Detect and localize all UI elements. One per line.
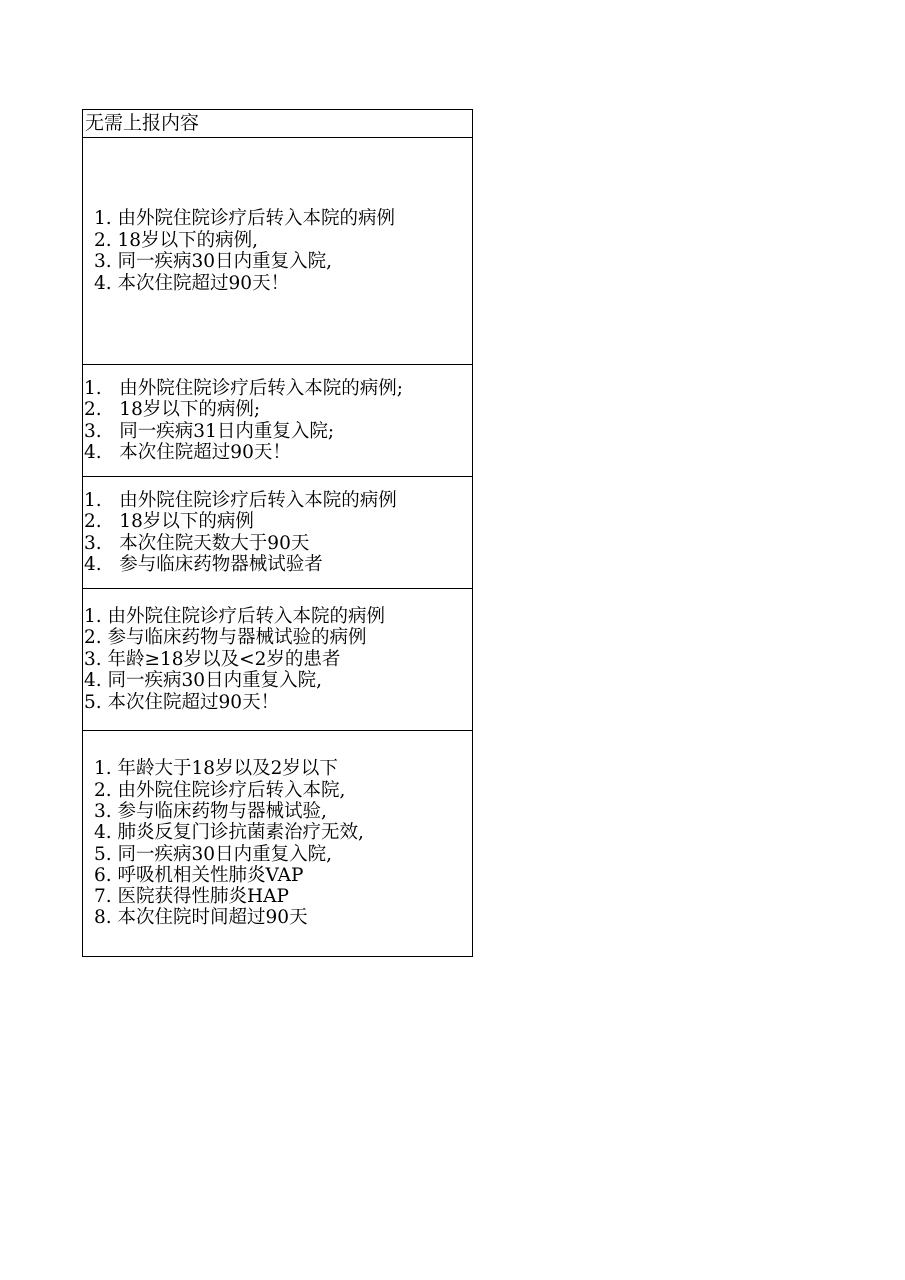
criteria-line: 3. 同一疾病31日内重复入院; (84, 420, 335, 442)
criteria-line: 2. 18岁以下的病例; (84, 399, 261, 420)
criteria-line: 4. 参与临床药物器械试验者 (84, 554, 323, 575)
criteria-line: 7. 医院获得性肺炎HAP (94, 886, 289, 908)
criteria-line: 5. 同一疾病30日内重复入院, (94, 843, 332, 865)
criteria-line: 1. 由外院住院诊疗后转入本院的病例 (84, 605, 386, 627)
criteria-line: 4. 本次住院超过90天！ (84, 442, 291, 463)
criteria-line: 1. 由外院住院诊疗后转入本院的病例; (84, 377, 404, 399)
criteria-line: 4. 本次住院超过90天！ (94, 272, 290, 294)
criteria-cell-2[interactable] (83, 365, 473, 477)
criteria-list (83, 606, 472, 714)
criteria-cell-4[interactable] (83, 589, 473, 731)
criteria-line: 8. 本次住院时间超过90天 (94, 907, 308, 929)
criteria-cell-5[interactable] (83, 731, 473, 957)
criteria-line: 2. 18岁以下的病例, (94, 229, 258, 251)
header-cell[interactable]: 无需上报内容 (83, 110, 473, 138)
criteria-line: 1. 由外院住院诊疗后转入本院的病例 (94, 208, 396, 229)
criteria-list (83, 758, 472, 928)
criteria-line: 2. 参与临床药物与器械试验的病例 (84, 627, 367, 649)
criteria-line: 2. 18岁以下的病例 (84, 511, 254, 532)
criteria-line: 4. 肺炎反复门诊抗菌素治疗无效, (94, 822, 364, 844)
table-row (83, 589, 473, 731)
criteria-cell-1[interactable] (83, 138, 473, 365)
criteria-line: 3. 年龄≥18岁以及<2岁的患者 (84, 648, 341, 670)
table-row (83, 731, 473, 957)
table-row (83, 138, 473, 365)
criteria-cell-3[interactable] (83, 477, 473, 589)
criteria-line: 3. 同一疾病30日内重复入院, (94, 251, 332, 272)
criteria-list (83, 208, 472, 294)
criteria-line: 3. 本次住院天数大于90天 (84, 532, 310, 554)
criteria-line: 1. 年龄大于18岁以及2岁以下 (94, 758, 338, 780)
criteria-line: 1. 由外院住院诊疗后转入本院的病例 (84, 489, 397, 511)
criteria-line: 2. 由外院住院诊疗后转入本院, (94, 779, 346, 801)
criteria-line: 3. 参与临床药物与器械试验, (94, 800, 327, 822)
table-row (83, 365, 473, 477)
criteria-line: 6. 呼吸机相关性肺炎VAP (94, 864, 304, 886)
criteria-line: 5. 本次住院超过90天！ (84, 691, 280, 713)
criteria-line: 4. 同一疾病30日内重复入院, (84, 670, 322, 692)
criteria-table (82, 109, 473, 957)
criteria-list (83, 490, 472, 576)
header-row (83, 110, 473, 138)
table-row (83, 477, 473, 589)
criteria-list (83, 378, 472, 464)
